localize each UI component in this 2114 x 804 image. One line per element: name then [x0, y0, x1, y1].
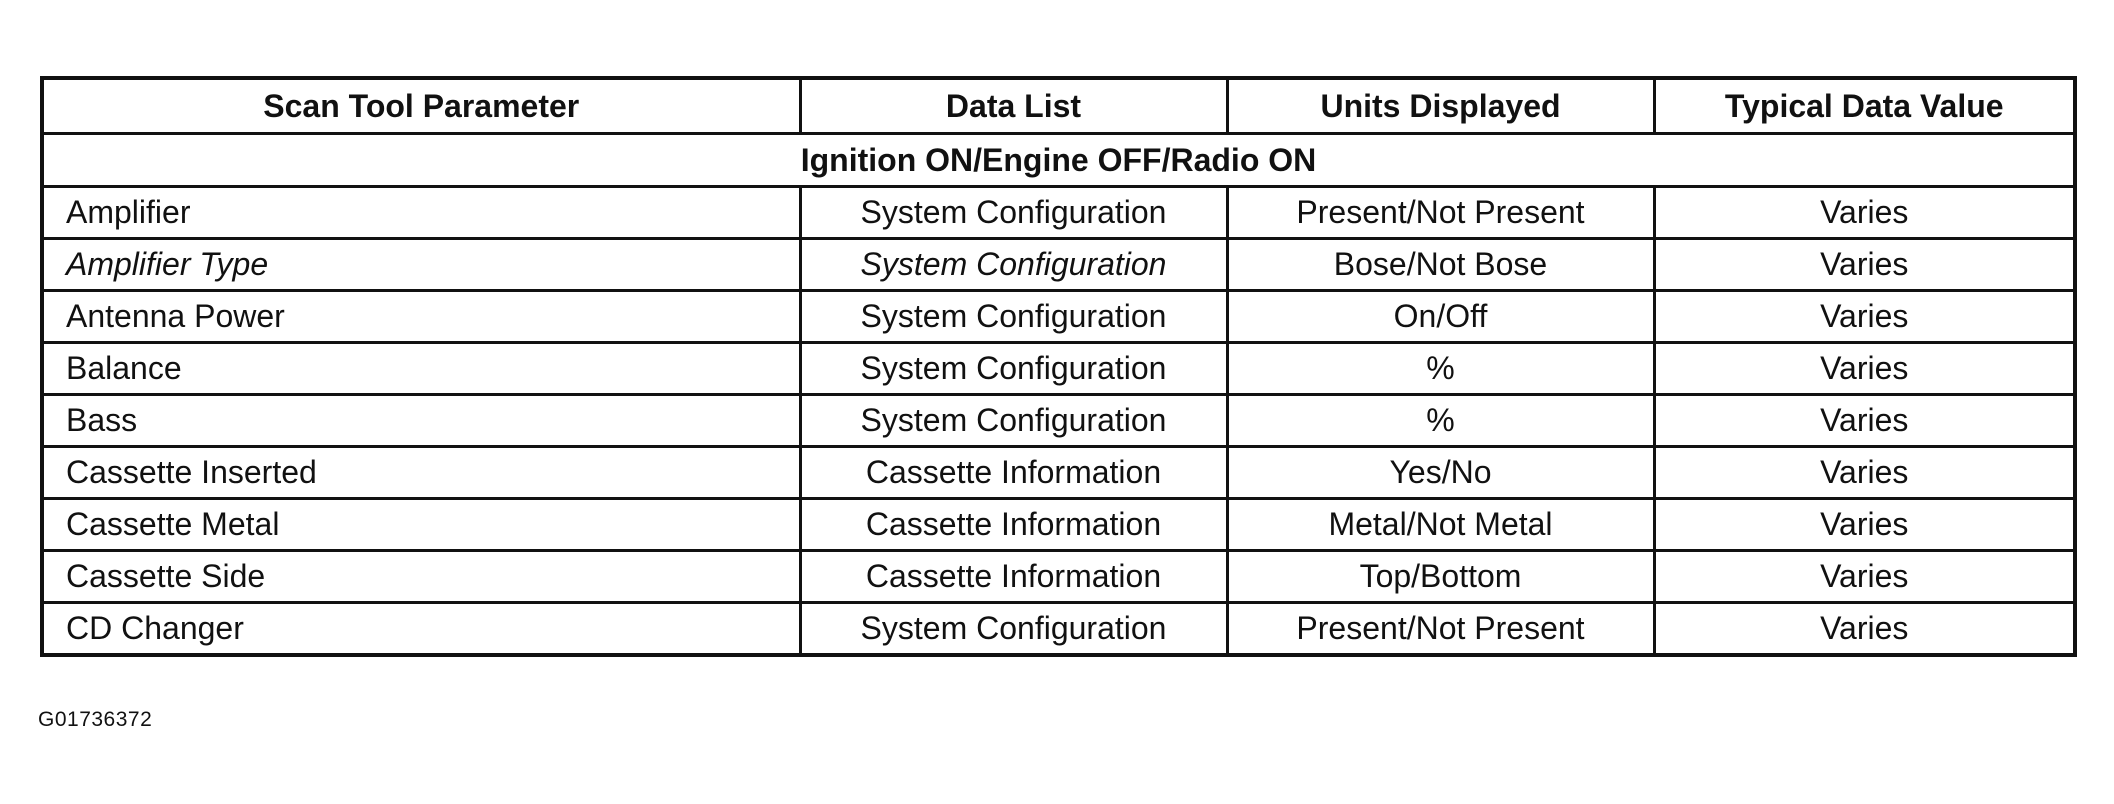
cell-units-displayed: Top/Bottom — [1227, 551, 1654, 603]
cell-data-list: Cassette Information — [800, 499, 1227, 551]
cell-typical-data-value: Varies — [1654, 499, 2075, 551]
header-typical-data-value: Typical Data Value — [1654, 78, 2075, 134]
cell-typical-data-value: Varies — [1654, 603, 2075, 656]
header-scan-tool-parameter: Scan Tool Parameter — [42, 78, 800, 134]
cell-data-list: Cassette Information — [800, 447, 1227, 499]
cell-parameter: CD Changer — [42, 603, 800, 656]
table-row — [42, 187, 2075, 239]
table-row — [42, 603, 2075, 656]
header-units-displayed: Units Displayed — [1227, 78, 1654, 134]
cell-typical-data-value: Varies — [1654, 395, 2075, 447]
cell-data-list: System Configuration — [800, 239, 1227, 291]
cell-data-list: System Configuration — [800, 187, 1227, 239]
cell-parameter: Cassette Side — [42, 551, 800, 603]
cell-parameter: Amplifier Type — [42, 239, 800, 291]
cell-units-displayed: On/Off — [1227, 291, 1654, 343]
cell-typical-data-value: Varies — [1654, 291, 2075, 343]
cell-units-displayed: % — [1227, 343, 1654, 395]
section-row — [42, 134, 2075, 187]
table-row — [42, 447, 2075, 499]
cell-units-displayed: Present/Not Present — [1227, 187, 1654, 239]
cell-units-displayed: Yes/No — [1227, 447, 1654, 499]
cell-units-displayed: Present/Not Present — [1227, 603, 1654, 656]
table-row — [42, 291, 2075, 343]
cell-units-displayed: Bose/Not Bose — [1227, 239, 1654, 291]
table-row — [42, 343, 2075, 395]
table-row — [42, 239, 2075, 291]
table-row — [42, 499, 2075, 551]
table-row — [42, 551, 2075, 603]
cell-parameter: Balance — [42, 343, 800, 395]
header-data-list: Data List — [800, 78, 1227, 134]
table-header-row — [42, 78, 2075, 134]
cell-units-displayed: Metal/Not Metal — [1227, 499, 1654, 551]
cell-typical-data-value: Varies — [1654, 239, 2075, 291]
table-row — [42, 395, 2075, 447]
cell-data-list: System Configuration — [800, 603, 1227, 656]
cell-parameter: Bass — [42, 395, 800, 447]
cell-typical-data-value: Varies — [1654, 187, 2075, 239]
cell-typical-data-value: Varies — [1654, 551, 2075, 603]
cell-data-list: System Configuration — [800, 343, 1227, 395]
cell-parameter: Amplifier — [42, 187, 800, 239]
scan-tool-data-table — [40, 76, 2077, 657]
cell-parameter: Cassette Metal — [42, 499, 800, 551]
cell-data-list: System Configuration — [800, 395, 1227, 447]
cell-data-list: System Configuration — [800, 291, 1227, 343]
cell-parameter: Antenna Power — [42, 291, 800, 343]
section-label: Ignition ON/Engine OFF/Radio ON — [42, 134, 2075, 187]
figure-id: G01736372 — [38, 708, 153, 731]
cell-units-displayed: % — [1227, 395, 1654, 447]
cell-typical-data-value: Varies — [1654, 343, 2075, 395]
cell-data-list: Cassette Information — [800, 551, 1227, 603]
cell-typical-data-value: Varies — [1654, 447, 2075, 499]
cell-parameter: Cassette Inserted — [42, 447, 800, 499]
